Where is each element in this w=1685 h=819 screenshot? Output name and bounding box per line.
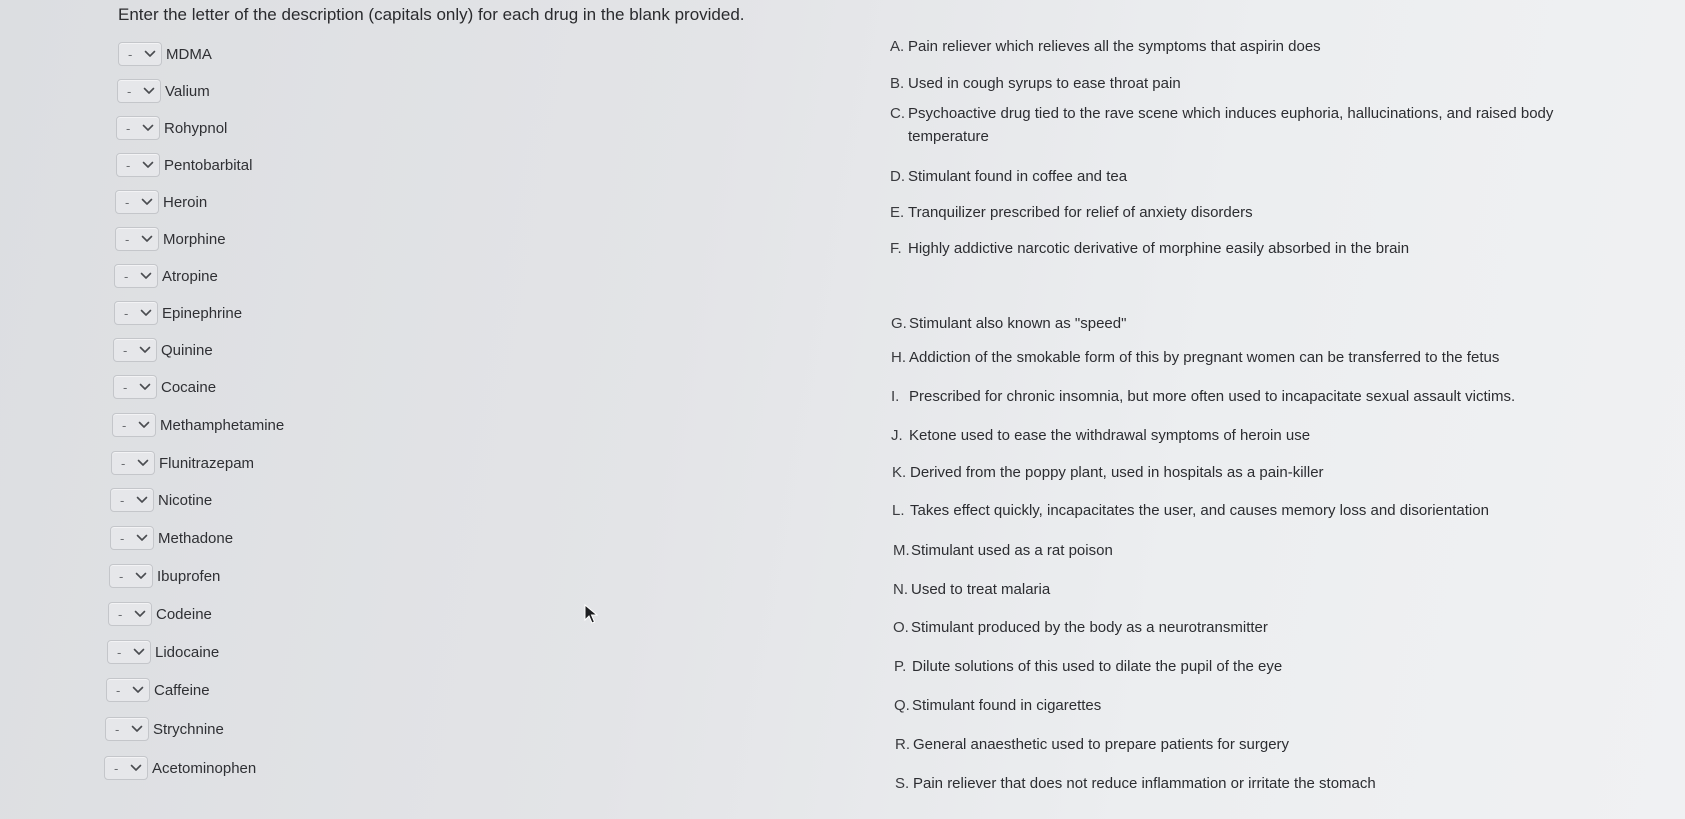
drug-name: Epinephrine [162,304,243,322]
description-text-continued: temperature [908,128,989,145]
drug-name: Flunitrazepam [159,454,255,472]
drug-name: Atropine [162,267,218,285]
description-letter: H. [891,349,906,366]
description-item [893,576,1050,603]
drug-name: Valium [165,82,210,100]
description-letter: M. [893,542,910,559]
drug-name: Morphine [163,230,226,248]
description-text-block [908,100,1553,146]
description-item [891,310,1126,337]
description-text: Derived from the poppy plant, used in hospitals as a pain-killer [910,464,1324,481]
description-text: Tranquilizer prescribed for relief of anxiety disorders [908,204,1253,221]
select-value: - [127,83,132,99]
description-text-block [911,614,1268,641]
description-text-block [909,422,1310,449]
select-value: - [125,231,130,247]
description-letter: K. [892,464,907,481]
description-text-block [913,770,1376,797]
description-text-block [909,310,1126,337]
description-text: Stimulant used as a rat poison [911,542,1113,559]
description-letter: F. [890,240,902,257]
description-text-block [908,33,1321,60]
description-text-block [910,459,1324,486]
description-item [895,770,1376,797]
description-text: Psychoactive drug tied to the rave scene which induces euphoria, hallucinations, and raised body [908,105,1554,122]
drug-name: Codeine [156,605,212,623]
description-text-block [908,70,1181,97]
description-item [894,653,1282,680]
description-item [890,33,1321,60]
description-item [893,614,1268,641]
select-value: - [115,721,120,737]
drug-name: Quinine [161,341,213,359]
drug-name: Lidocaine [155,643,220,661]
description-text: Pain reliever that does not reduce inflammation or irritate the stomach [913,775,1376,792]
drug-name: Cocaine [161,378,217,396]
description-text: Dilute solutions of this used to dilate the pupil of the eye [912,658,1283,675]
description-item [890,235,1409,262]
select-value: - [119,568,124,584]
description-letter: D. [890,168,905,185]
description-item [893,537,1113,564]
description-text: Highly addictive narcotic derivative of morphine easily absorbed in the brain [908,240,1410,257]
description-text: Stimulant produced by the body as a neurotransmitter [911,619,1268,636]
description-text: Ketone used to ease the withdrawal symptoms of heroin use [909,427,1311,444]
description-text-block [912,653,1282,680]
drug-name: Pentobarbital [164,156,253,174]
description-text-block [908,199,1253,226]
select-value: - [125,194,130,210]
description-letter: C. [890,105,905,122]
description-item [892,497,1489,524]
description-letter: I. [891,388,900,405]
select-value: - [123,379,128,395]
description-letter: E. [890,204,905,221]
description-letter: L. [892,502,905,519]
description-item [891,422,1310,449]
drug-name: Caffeine [154,681,210,699]
description-item [890,199,1253,226]
description-text-block [913,731,1289,758]
description-text: Prescribed for chronic insomnia, but more often used to incapacitate sexual assault victims. [909,388,1516,405]
description-text: Addiction of the smokable form of this by pregnant women can be transferred to the fetus [909,349,1500,366]
description-text: Used to treat malaria [911,581,1051,598]
description-item [891,383,1515,410]
description-letter: R. [895,736,910,753]
select-value: - [126,157,131,173]
description-letter: S. [895,775,910,792]
select-value: - [124,268,129,284]
drug-name: Strychnine [153,720,224,738]
select-value: - [116,682,121,698]
description-text-block [908,163,1127,190]
description-letter: O. [893,619,909,636]
description-text-block [911,576,1050,603]
description-text: Takes effect quickly, incapacitates the user, and causes memory loss and disorientation [910,502,1489,519]
description-item [890,70,1181,97]
description-letter: B. [890,75,905,92]
drug-name: Nicotine [158,491,213,509]
select-value: - [118,606,123,622]
description-letter: P. [894,658,907,675]
select-value: - [124,305,129,321]
description-item [891,344,1499,371]
description-letter: A. [890,38,905,55]
description-text: Pain reliever which relieves all the symptoms that aspirin does [908,38,1321,55]
description-letter: G. [891,315,907,332]
description-text-block [912,692,1101,719]
select-value: - [121,455,126,471]
drug-name: Methadone [158,529,234,547]
description-text-block [909,383,1515,410]
instruction-text: Enter the letter of the description (capitals only) for each drug in the blank provided. [118,5,745,24]
description-item [892,459,1324,486]
description-text: Used in cough syrups to ease throat pain [908,75,1181,92]
select-value: - [122,417,127,433]
description-text-block [910,497,1489,524]
description-text: Stimulant also known as "speed" [909,315,1127,332]
description-text-block [909,344,1499,371]
description-letter: Q. [894,697,910,714]
description-text: Stimulant found in coffee and tea [908,168,1128,185]
mouse-pointer-icon [584,604,598,624]
drug-name: MDMA [166,45,212,63]
select-value: - [128,46,133,62]
select-value: - [126,120,131,136]
description-text: General anaesthetic used to prepare patients for surgery [913,736,1290,753]
drug-name: Acetominophen [152,759,257,777]
select-value: - [123,342,128,358]
description-text-block [911,537,1113,564]
select-value: - [114,760,119,776]
description-letter: J. [891,427,903,444]
drug-name: Rohypnol [164,119,228,137]
description-item [890,163,1127,190]
description-item [890,100,1553,146]
select-value: - [117,644,122,660]
description-text-block [908,235,1409,262]
select-value: - [120,492,125,508]
description-text: Stimulant found in cigarettes [912,697,1102,714]
drug-name: Heroin [163,193,208,211]
drug-name: Methamphetamine [160,416,285,434]
drug-name: Ibuprofen [157,567,221,585]
description-item [895,731,1289,758]
description-letter: N. [893,581,908,598]
select-value: - [120,530,125,546]
description-item [894,692,1101,719]
